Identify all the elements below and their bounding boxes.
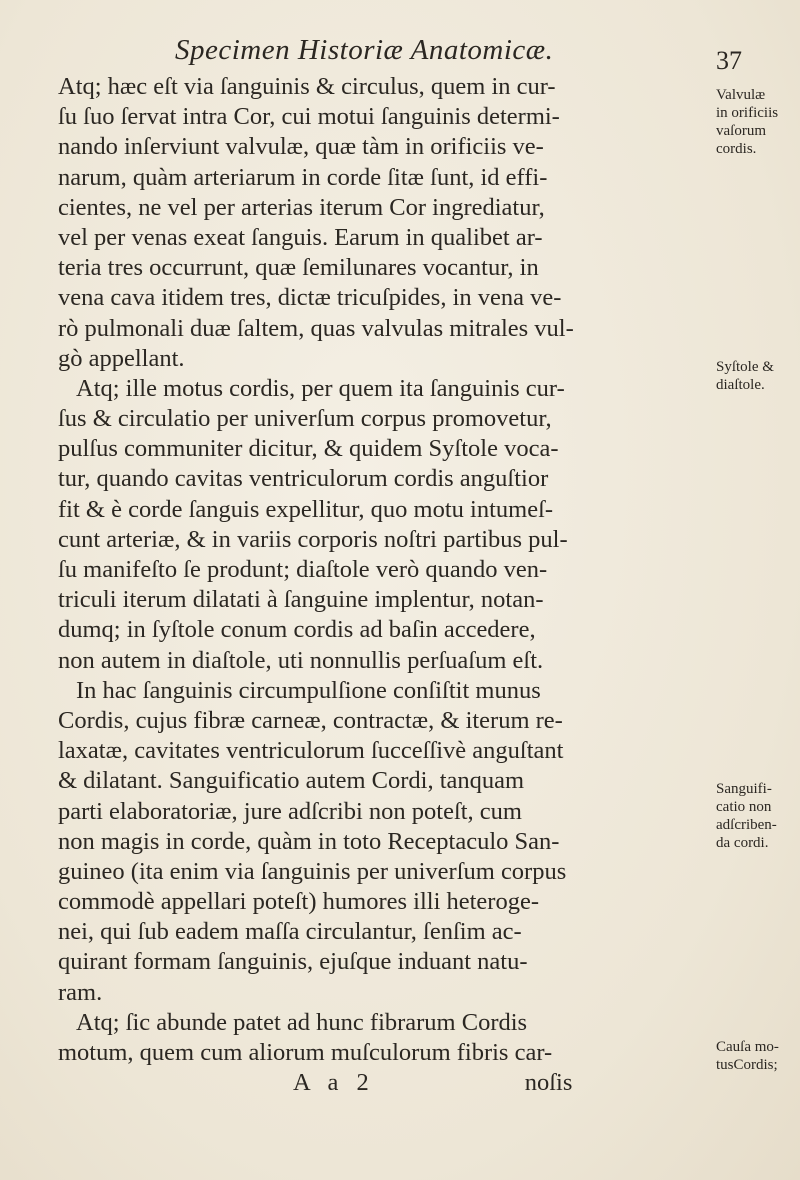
text-line: nei, qui ſub eadem maſſa circulantur, ſenſim ac- bbox=[58, 918, 522, 946]
text-line: ram. bbox=[58, 978, 103, 1006]
text-line: rò pulmonali duæ ſaltem, quas valvulas mitrales vul- bbox=[58, 314, 574, 342]
text-line: motum, quem cum aliorum muſculorum fibris car- bbox=[58, 1039, 553, 1066]
text-line: commodè appellari poteſt) humores illi heteroge- bbox=[58, 888, 539, 916]
text-line: cientes, ne vel per arterias iterum Cor ingrediatur, bbox=[58, 193, 545, 221]
page-number: 37 bbox=[716, 46, 742, 75]
running-head: Specimen Historiæ Anatomicæ. bbox=[175, 34, 554, 66]
text-line: triculi iterum dilatati à ſanguine implentur, notan- bbox=[58, 586, 544, 614]
margin-note-line: Syſtole & bbox=[716, 359, 774, 375]
text-line: fit & è corde ſanguis expellitur, quo motu intumeſ- bbox=[58, 495, 554, 523]
text-line: Atq; hæc eſt via ſanguinis & circulus, quem in cur- bbox=[58, 73, 556, 100]
text-line: non magis in corde, quàm in toto Receptaculo San- bbox=[58, 827, 560, 855]
margin-note-line: Sanguifi- bbox=[716, 781, 772, 797]
text-line: quirant formam ſanguinis, ejuſque induant natu- bbox=[58, 948, 528, 976]
margin-note-line: diaſtole. bbox=[716, 377, 765, 393]
margin-note-valvulae bbox=[716, 86, 778, 158]
text-line: vena cava itidem tres, dictæ tricuſpides, in vena ve- bbox=[58, 284, 562, 312]
body-text bbox=[58, 72, 708, 1098]
text-line: Atq; ſic abunde patet ad hunc fibrarum Cordis bbox=[76, 1008, 528, 1036]
margin-note-line: da cordi. bbox=[716, 835, 769, 851]
margin-note-line: vaſorum bbox=[716, 123, 766, 139]
text-line: Atq; ille motus cordis, per quem ita ſanguinis cur- bbox=[76, 374, 565, 402]
text-line: non autem in diaſtole, uti nonnullis perſuaſum eſt. bbox=[58, 646, 544, 674]
text-line: narum, quàm arteriarum in corde ſitæ ſunt, id effi- bbox=[58, 163, 548, 191]
text-line: guineo (ita enim via ſanguinis per univerſum corpus bbox=[58, 857, 567, 885]
text-line: tur, quando cavitas ventriculorum cordis anguſtior bbox=[58, 465, 549, 493]
margin-note-line: cordis. bbox=[716, 141, 757, 157]
text-line: pulſus communiter dicitur, & quidem Syſtole voca- bbox=[58, 435, 559, 463]
margin-note-line: adſcriben- bbox=[716, 817, 777, 833]
page-header bbox=[0, 14, 800, 74]
text-line: cunt arteriæ, & in variis corporis noſtri partibus pul- bbox=[58, 525, 568, 553]
text-line: ſu ſuo ſervat intra Cor, cui motui ſanguinis determi- bbox=[58, 103, 560, 131]
signature-mark: A a 2 bbox=[293, 1069, 375, 1097]
text-line: teria tres occurrunt, quæ ſemilunares vocantur, in bbox=[58, 254, 539, 282]
text-line: vel per venas exeat ſanguis. Earum in qualibet ar- bbox=[58, 223, 543, 251]
text-line: ſu manifeſto ſe produnt; diaſtole verò quando ven- bbox=[58, 556, 548, 583]
page-footer bbox=[58, 1068, 708, 1098]
margin-note-causa-motus bbox=[716, 1038, 779, 1074]
text-line: nando inſerviunt valvulæ, quæ tàm in orificiis ve- bbox=[58, 133, 544, 161]
text-line: In hac ſanguinis circumpulſione conſiſtit munus bbox=[76, 676, 541, 704]
margin-note-line: in orificiis bbox=[716, 105, 779, 121]
text-line: Cordis, cujus fibræ carneæ, contractæ, & iterum re- bbox=[58, 706, 563, 734]
margin-note-line: catio non bbox=[716, 799, 772, 815]
margin-note-sanguificatio bbox=[716, 780, 777, 852]
margin-note-line: Cauſa mo- bbox=[716, 1039, 779, 1055]
text-line: parti elaboratoriæ, jure adſcribi non poteſt, cum bbox=[58, 797, 522, 825]
margin-note-line: Valvulæ bbox=[716, 87, 766, 103]
text-line: laxatæ, cavitates ventriculorum ſucceſſivè anguſtant bbox=[58, 737, 564, 765]
text-line: dumq; in ſyſtole conum cordis ad baſin accedere, bbox=[58, 616, 536, 644]
catchword: noſis bbox=[524, 1069, 573, 1097]
margin-note-line: tusCordis; bbox=[716, 1057, 778, 1073]
margin-note-systole bbox=[716, 358, 774, 394]
text-line: gò appellant. bbox=[58, 344, 185, 372]
text-line: ſus & circulatio per univerſum corpus promovetur, bbox=[58, 405, 552, 433]
text-line: & dilatant. Sanguificatio autem Cordi, tanquam bbox=[58, 767, 525, 795]
